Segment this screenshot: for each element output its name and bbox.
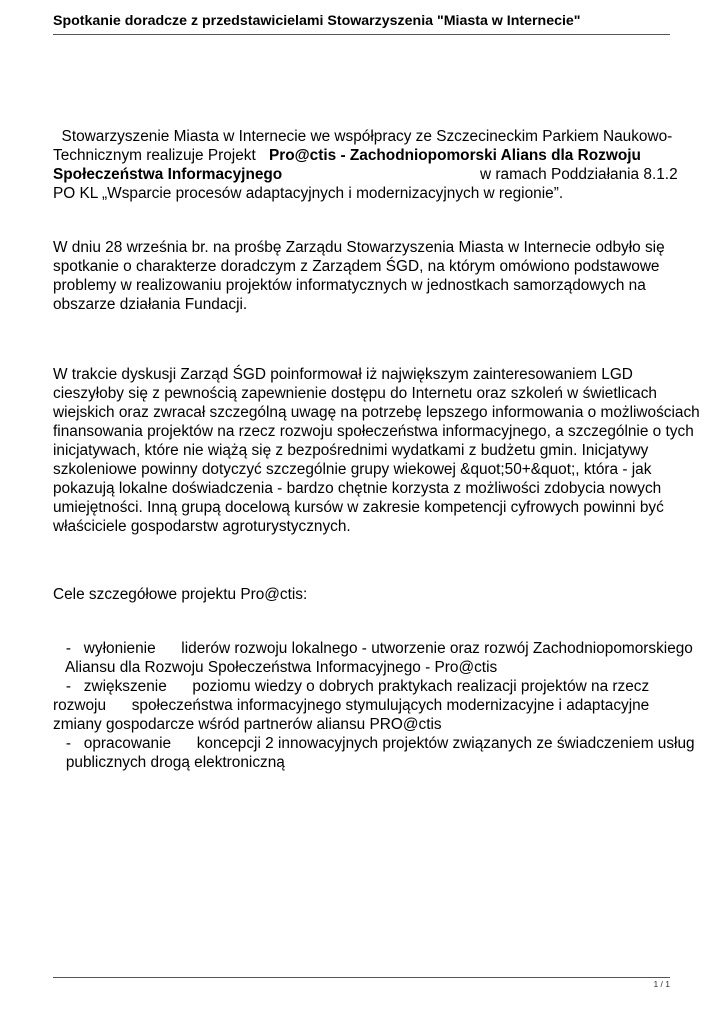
project-name-part-1: Pro@ctis - Zachodniopomorski Alians dla Rozwoju	[269, 147, 641, 164]
paragraph-line: pokazują lokalne doświadczenia - bardzo chętnie korzysta z możliwości zdobycia nowych	[53, 480, 662, 497]
list-item-line: rozwoju społeczeństwa informacyjnego stymulujących modernizacyjne i adaptacyjne	[53, 697, 650, 714]
list-item-line: zmiany gospodarcze wśród partnerów aliansu PRO@ctis	[53, 716, 442, 733]
paragraph-line: W dniu 28 września br. na prośbę Zarządu Stowarzyszenia Miasta w Internecie odbyło się	[53, 239, 665, 256]
paragraph-line: finansowania projektów na rzecz rozwoju społeczeństwa informacyjnego, a szczególnie o tych	[53, 423, 694, 440]
paragraph-line: wiejskich oraz zwracał szczególną uwagę na potrzebę lepszego informowania o możliwościach	[53, 404, 700, 421]
paragraph-line: spotkanie o charakterze doradczym z Zarządem ŚGD, na którym omówiono podstawowe	[53, 258, 660, 275]
paragraph-line: cieszyłoby się z pewnością zapewnienie dostępu do Internetu oraz szkoleń w świetlicach	[53, 385, 657, 402]
intro-line-2-text: Technicznym realizuje Projekt	[53, 147, 256, 164]
paragraph-line: właściciele gospodarstw agroturystycznych.	[53, 518, 351, 535]
page-title: Spotkanie doradcze z przedstawicielami Stowarzyszenia "Miasta w Internecie"	[53, 13, 581, 29]
paragraph-line: problemy w realizowaniu projektów informatycznych w jednostkach samorządowych na	[53, 277, 646, 294]
intro-line-3	[53, 166, 282, 185]
paragraph-line: szkoleniowe powinny dotyczyć szczególnie grupy wiekowej &quot;50+&quot;, która - jak	[53, 461, 652, 478]
header-divider	[53, 34, 670, 35]
list-item-line: Aliansu dla Rozwoju Społeczeństwa Informacyjnego - Pro@ctis	[53, 659, 498, 676]
footer-divider	[53, 977, 670, 978]
list-item-line: - zwiększenie poziomu wiedzy o dobrych praktykach realizacji projektów na rzecz	[53, 678, 650, 695]
intro-line-4: PO KL „Wsparcie procesów adaptacyjnych i modernizacyjnych w regionie”.	[53, 185, 564, 202]
paragraph-line: inicjatywach, które nie wiążą się z bezpośrednimi wydatkami z budżetu gmin. Inicjatywy	[53, 442, 649, 459]
list-item-line: - wyłonienie liderów rozwoju lokalnego - utworzenie oraz rozwój Zachodniopomorskiego	[53, 640, 693, 657]
list-item-line: - opracowanie koncepcji 2 innowacyjnych projektów związanych ze świadczeniem usług	[53, 735, 695, 752]
paragraph-line: W trakcie dyskusji Zarząd ŚGD poinformował iż największym zainteresowaniem LGD	[53, 366, 633, 383]
page-number: 1 / 1	[653, 979, 670, 989]
intro-line-1: Stowarzyszenie Miasta w Internecie we współpracy ze Szczecineckim Parkiem Naukowo-	[53, 128, 673, 145]
paragraph-line: obszarze działania Fundacji.	[53, 296, 248, 313]
project-name-part-2: Społeczeństwa Informacyjnego	[53, 166, 283, 183]
list-item-line: publicznych drogą elektroniczną	[53, 754, 285, 771]
goals-heading: Cele szczegółowe projektu Pro@ctis:	[53, 586, 308, 603]
intro-line-3-suffix: w ramach Poddziałania 8.1.2	[480, 166, 678, 183]
intro-line-2	[53, 147, 641, 166]
paragraph-line: umiejętności. Inną grupą docelową kursów w zakresie kompetencji cyfrowych powinni być	[53, 499, 664, 516]
